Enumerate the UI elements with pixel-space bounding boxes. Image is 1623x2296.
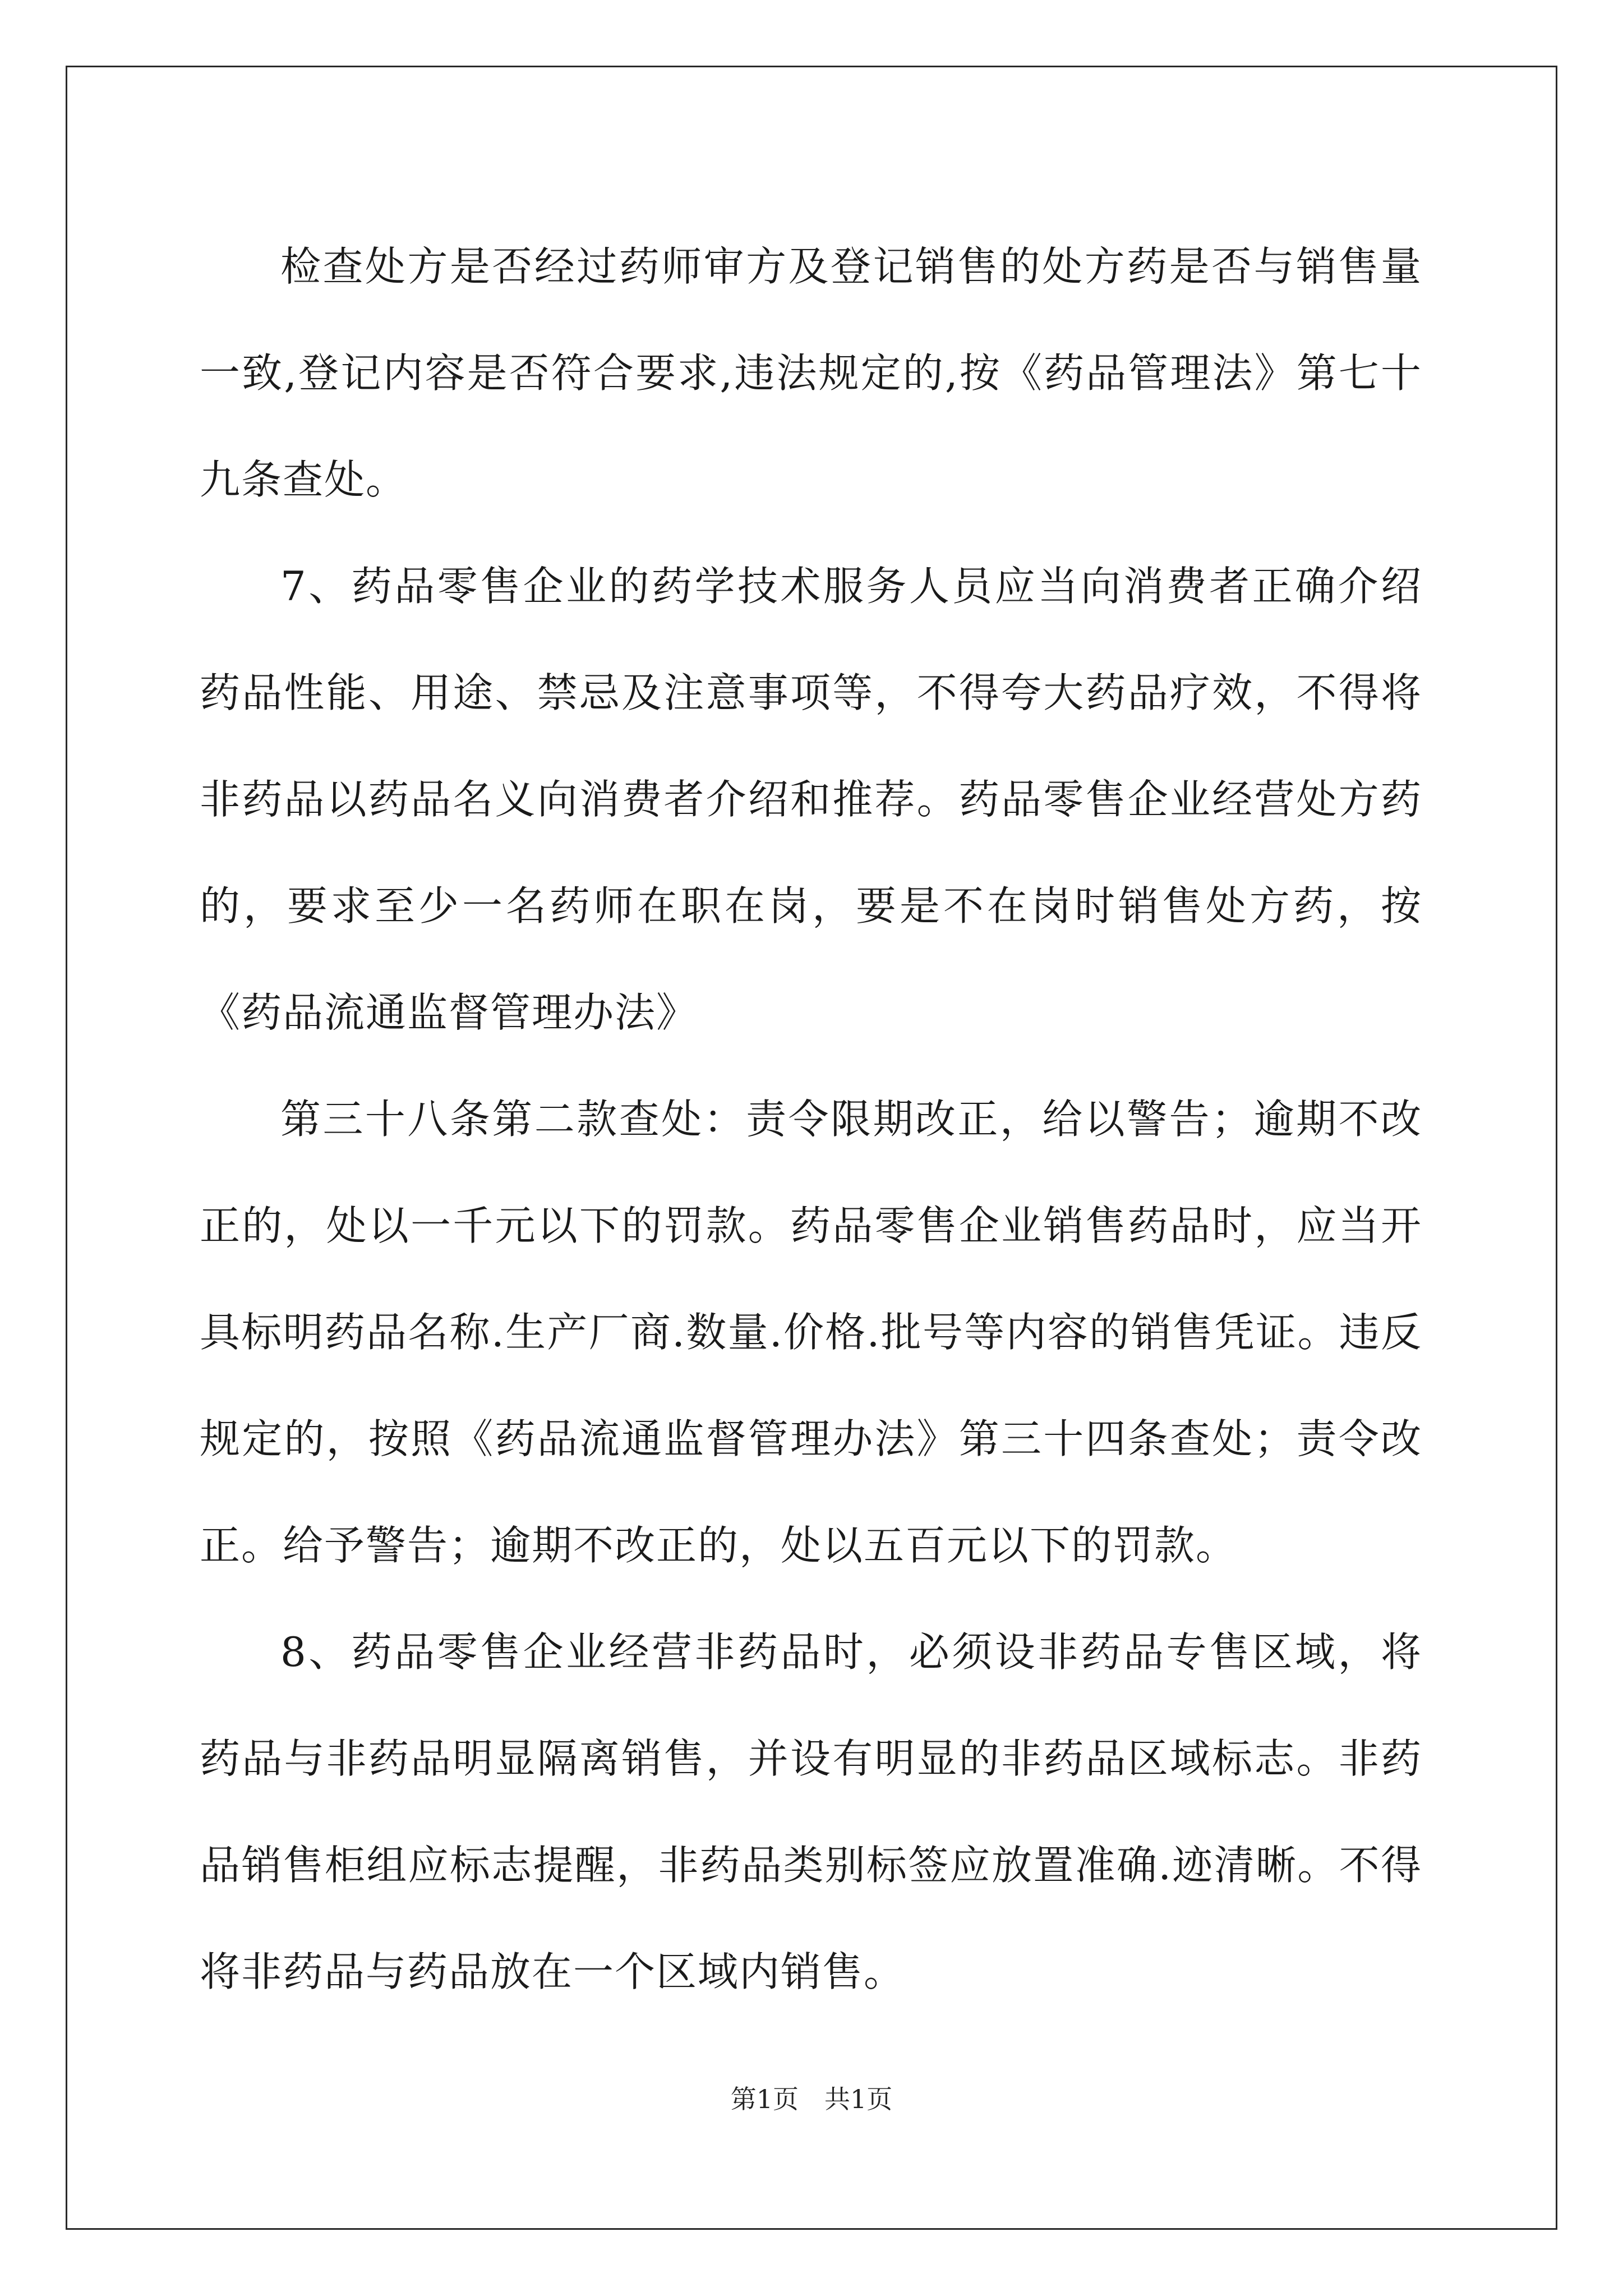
document-body: [200, 213, 1422, 2025]
page-footer: 第1页 共1页: [730, 2084, 893, 2114]
paragraph-prescription-check: 检查处方是否经过药师审方及登记销售的处方药是否与销售量一致,登记内容是否符合要求,违法规定的,按《药品管理法》第七十九条查处。: [200, 243, 1422, 503]
paragraph-item-8: 8、药品零售企业经营非药品时，必须设非药品专售区域，将药品与非药品明显隔离销售，并设有明显的非药品区域标志。非药品销售柜组应标志提醒，非药品类别标签应放置准确.迹清晰。不得将非药品与药品放在一个区域内销售。: [200, 1628, 1422, 1995]
paragraph-item-7: 7、药品零售企业的药学技术服务人员应当向消费者正确介绍药品性能、用途、禁忌及注意事项等，不得夸大药品疗效，不得将非药品以药品名义向消费者介绍和推荐。药品零售企业经营处方药的，要求至少一名药师在职在岗，要是不在岗时销售处方药，按《药品流通监督管理办法》: [200, 563, 1422, 1036]
paragraph-article-38: 第三十八条第二款查处：责令限期改正，给以警告；逾期不改正的，处以一千元以下的罚款。药品零售企业销售药品时，应当开具标明药品名称.生产厂商.数量.价格.批号等内容的销售凭证。违反规定的，按照《药品流通监督管理办法》第三十四条查处；责令改正。给予警告；逾期不改正的，处以五百元以下的罚款。: [200, 1096, 1422, 1569]
